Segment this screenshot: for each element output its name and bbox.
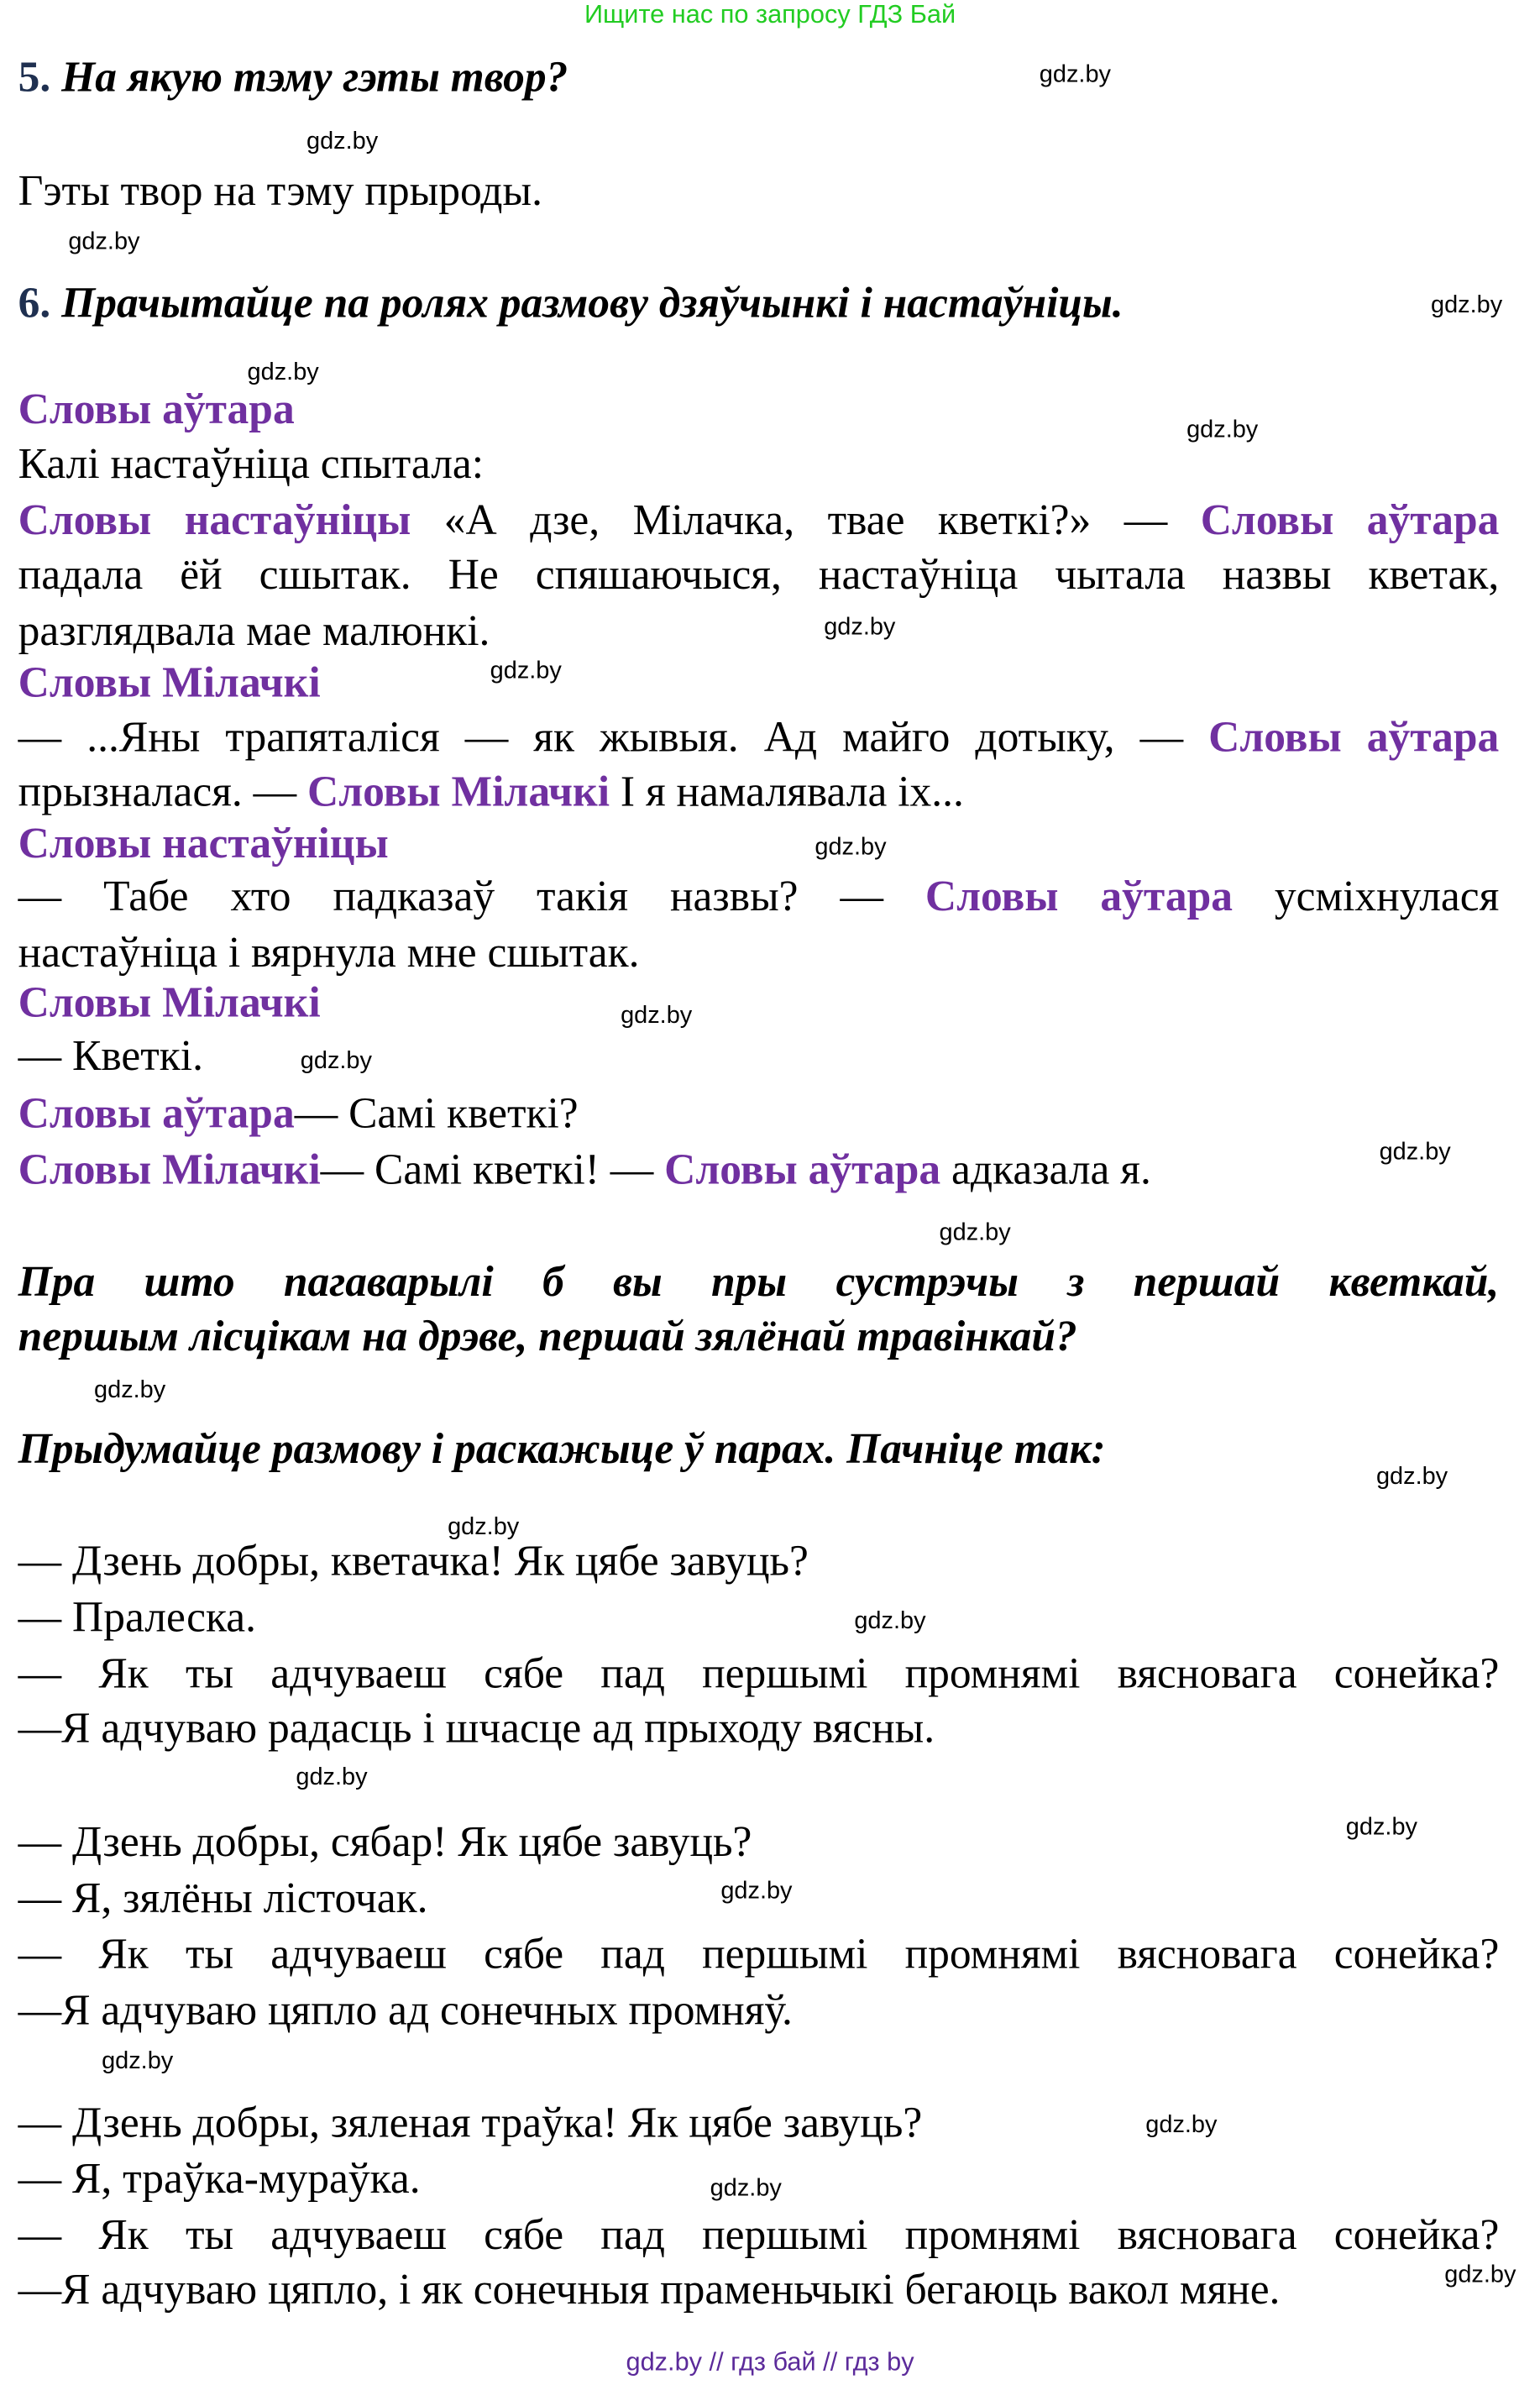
- speaker-label: Словы настаўніцы: [18, 497, 411, 545]
- text-segment: — Як ты адчуваеш сябе пад першымі промнямі вясновага сонейка?: [18, 1651, 1500, 1699]
- text-segment: — Я, траўка-мураўка.: [18, 2156, 421, 2204]
- text-line: [18, 1538, 809, 1586]
- text-line: [18, 2099, 923, 2147]
- text-line: [18, 1595, 256, 1643]
- text-segment: — ...Яны трапяталіся — як жывыя. Ад майго дотыку, —: [18, 715, 1209, 763]
- text-segment: — Дзень добры, зяленая траўка! Як цябе завуць?: [18, 2099, 923, 2147]
- text-line: [18, 55, 568, 102]
- text-line: [18, 930, 640, 977]
- watermark-text: gdz.by: [710, 2176, 782, 2202]
- watermark-text: gdz.by: [824, 614, 896, 641]
- text-segment: — Дзень добры, кветачка! Як цябе завуць?: [18, 1538, 809, 1586]
- watermark-text: gdz.by: [854, 1608, 926, 1635]
- text-line: [18, 1988, 793, 2036]
- text-line: [18, 820, 389, 868]
- question-text: Пра што пагаварылі б вы пры сустрэчы з першай кветкай,: [18, 1259, 1500, 1307]
- text-segment: — Кветкі.: [18, 1033, 203, 1081]
- watermark-text: gdz.by: [448, 1514, 520, 1541]
- watermark-text: gdz.by: [300, 1048, 372, 1075]
- watermark-text: gdz.by: [1444, 2262, 1516, 2288]
- watermark-text: gdz.by: [102, 2048, 174, 2075]
- text-line: [18, 386, 295, 434]
- speaker-label: Словы настаўніцы: [18, 820, 389, 868]
- text-line: [18, 1033, 203, 1081]
- question-text: першым лісцікам на дрэве, першай зялёнай травінкай?: [18, 1313, 1077, 1361]
- watermark-text: gdz.by: [1379, 1140, 1451, 1166]
- text-segment: прызналася. —: [18, 769, 308, 817]
- speaker-label: Словы Мілачкі: [307, 769, 610, 817]
- watermark-text: gdz.by: [94, 1377, 166, 1404]
- speaker-label: Словы Мілачкі: [18, 980, 321, 1028]
- text-segment: падала ёй сшытак. Не спяшаючыся, настаўніца чытала назвы кветак,: [18, 552, 1500, 600]
- speaker-label: Словы аўтара: [18, 1091, 295, 1139]
- text-segment: —Я адчуваю радасць і шчасце ад прыходу вясны.: [18, 1706, 935, 1753]
- watermark-text: gdz.by: [68, 228, 140, 255]
- question-text: Прыдумайце размову і раскажыце ў парах. Пачніце так:: [18, 1426, 1106, 1474]
- watermark-text: gdz.by: [306, 128, 379, 155]
- text-line: [18, 1706, 935, 1753]
- text-segment: — Як ты адчуваеш сябе пад першымі промнямі вясновага сонейка?: [18, 2212, 1500, 2260]
- watermark-text: gdz.by: [247, 359, 319, 385]
- text-line: [18, 1313, 1077, 1361]
- watermark-text: gdz.by: [1375, 1464, 1448, 1491]
- text-segment: настаўніца і вярнула мне сшытак.: [18, 930, 640, 977]
- watermark-text: gdz.by: [939, 1219, 1011, 1246]
- speaker-label: Словы Мілачкі: [18, 1147, 321, 1195]
- text-line: [18, 2267, 1281, 2314]
- text-line: [18, 1147, 1151, 1195]
- text-line: [18, 1931, 1500, 1979]
- text-segment: — Я, зялёны лісточак.: [18, 1875, 428, 1923]
- text-segment: «А дзе, Мілачка, твае кветкі?» —: [411, 497, 1201, 545]
- speaker-label: Словы Мілачкі: [18, 660, 321, 708]
- text-line: [18, 441, 485, 489]
- text-line: [18, 660, 321, 708]
- watermark-text: gdz.by: [720, 1879, 793, 1905]
- top-banner[interactable]: Ищите нас по запросу ГДЗ Бай: [584, 0, 956, 29]
- speaker-label: Словы аўтара: [664, 1147, 941, 1195]
- speaker-label: Словы аўтара: [1208, 715, 1500, 763]
- text-segment: Калі настаўніца спытала:: [18, 441, 485, 489]
- speaker-label: Словы аўтара: [1200, 497, 1500, 545]
- text-segment: — Самі кветкі?: [294, 1091, 579, 1139]
- text-line: [18, 1819, 752, 1867]
- watermark-text: gdz.by: [1186, 417, 1259, 443]
- text-line: [18, 1651, 1500, 1699]
- text-line: [18, 1091, 579, 1139]
- text-line: [18, 1426, 1106, 1474]
- footer-links[interactable]: gdz.by // гдз бай // гдз by: [626, 2347, 914, 2377]
- text-line: [18, 168, 542, 216]
- watermark-text: gdz.by: [815, 834, 887, 861]
- text-segment: разглядвала мае малюнкі.: [18, 608, 490, 656]
- text-line: [18, 873, 1500, 921]
- text-segment: — Дзень добры, сябар! Як цябе завуць?: [18, 1819, 752, 1867]
- text-line: [18, 769, 964, 817]
- question-text: Прачытайце па ролях размову дзяўчынкі і настаўніцы.: [61, 280, 1124, 328]
- question-number: 5.: [18, 55, 62, 102]
- text-line: [18, 2156, 421, 2204]
- watermark-text: gdz.by: [296, 1764, 368, 1791]
- text-segment: —Я адчуваю цяпло ад сонечных промняў.: [18, 1988, 793, 2036]
- text-segment: — Як ты адчуваеш сябе пад першымі промнямі вясновага сонейка?: [18, 1931, 1500, 1979]
- watermark-text: gdz.by: [1145, 2112, 1218, 2139]
- watermark-text: gdz.by: [490, 658, 562, 684]
- text-line: [18, 715, 1500, 763]
- text-line: [18, 980, 321, 1028]
- text-line: [18, 608, 490, 656]
- watermark-text: gdz.by: [1431, 292, 1503, 319]
- text-segment: — Самі кветкі! —: [320, 1147, 665, 1195]
- text-segment: І я намалявала іх...: [610, 769, 964, 817]
- text-line: [18, 2212, 1500, 2260]
- text-line: [18, 552, 1500, 600]
- question-number: 6.: [18, 280, 62, 328]
- question-text: На якую тэму гэты твор?: [61, 55, 568, 102]
- text-segment: Гэты твор на тэму прыроды.: [18, 168, 542, 216]
- text-segment: —Я адчуваю цяпло, і як сонечныя праменьчыкі бегаюць вакол мяне.: [18, 2267, 1281, 2314]
- text-segment: — Табе хто падказаў такія назвы? —: [18, 873, 925, 921]
- watermark-text: gdz.by: [1345, 1815, 1417, 1841]
- watermark-text: gdz.by: [1039, 62, 1111, 88]
- speaker-label: Словы аўтара: [925, 873, 1233, 921]
- text-line: [18, 280, 1124, 328]
- text-line: [18, 1259, 1500, 1307]
- text-segment: — Пралеска.: [18, 1595, 256, 1643]
- watermark-text: gdz.by: [621, 1003, 693, 1030]
- text-line: [18, 497, 1500, 545]
- speaker-label: Словы аўтара: [18, 386, 295, 434]
- text-segment: усміхнулася: [1232, 873, 1500, 921]
- text-line: [18, 1875, 428, 1923]
- text-segment: адказала я.: [940, 1147, 1151, 1195]
